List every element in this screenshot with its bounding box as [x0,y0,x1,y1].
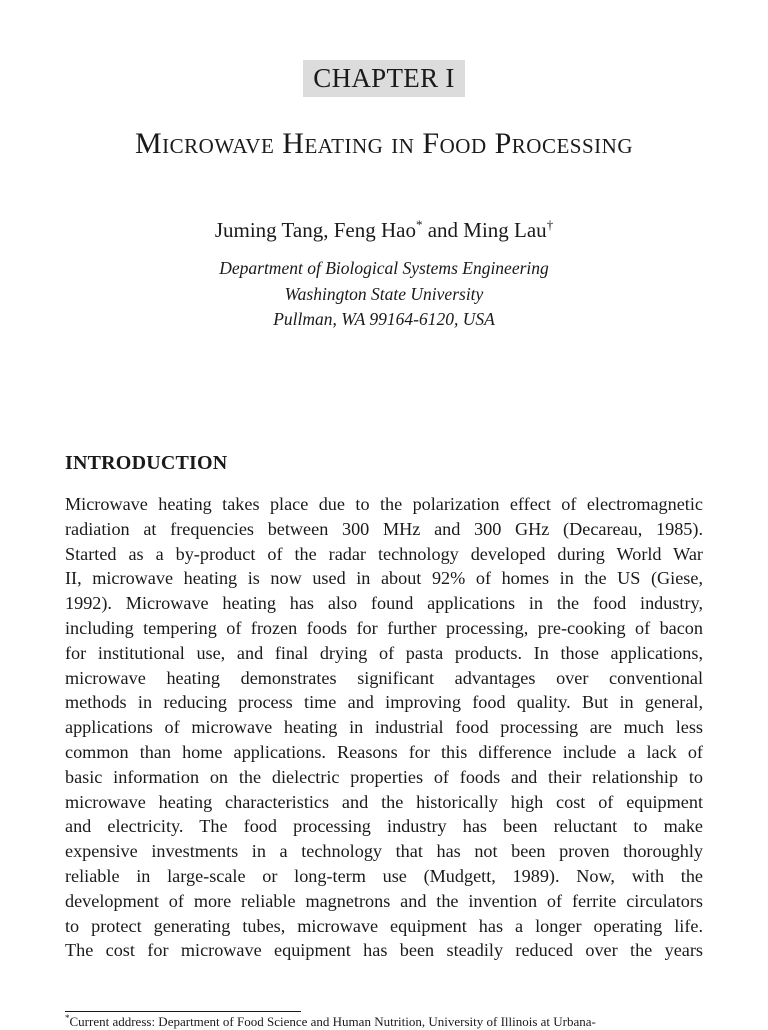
paragraph-line: for institutional use, and final drying of pasta products. In those applications, [65,642,703,663]
paragraph-line: microwave heating characteristics and the historically high cost of equipment [65,791,703,812]
chapter-label: CHAPTER I [303,60,464,97]
paragraph-line: including tempering of frozen foods for further processing, pre-cooking of bacon [65,617,703,638]
author-names-part1: Juming Tang, Feng Hao [214,218,416,242]
paragraph-line: common than home applications. Reasons for this difference include a lack of [65,741,703,762]
section-heading: INTRODUCTION [65,452,228,474]
paragraph-line: development of more reliable magnetrons and the invention of ferrite circulators [65,890,703,911]
paragraph-line: 1992). Microwave heating has also found applications in the food industry, [65,593,703,614]
paragraph-line: microwave heating demonstrates significant advantages over conventional [65,667,703,688]
author-footnote-mark-1: * [415,217,423,232]
affiliation-department: Department of Biological Systems Engineering [219,258,549,278]
paragraph-line: to protect generating tubes, microwave equipment has a longer operating life. [65,915,703,936]
footnote [65,1014,705,1030]
author-line [0,216,768,244]
affiliation-address: Pullman, WA 99164-6120, USA [273,309,495,329]
affiliation-university: Washington State University [284,283,484,304]
body-paragraph [65,492,703,963]
footnote-rule [65,1011,301,1012]
author-names-part2: and Ming Lau [422,218,547,242]
paragraph-line: and electricity. The food processing industry has been reluctant to make [65,816,703,837]
paragraph-line: expensive investments in a technology that has not been proven thoroughly [65,841,703,862]
paragraph-line: radiation at frequencies between 300 MHz and 300 GHz (Decareau, 1985). [65,518,703,539]
chapter-title: Microwave Heating in Food Processing [135,127,633,160]
footnote-text: Current address: Department of Food Science and Human Nutrition, University of Illinois at Urbana- [69,1014,596,1029]
paragraph-line: basic information on the dielectric properties of foods and their relationship to [65,766,703,787]
chapter-heading [0,60,768,97]
footnote-mark: * [65,1014,70,1023]
paragraph-line: II, microwave heating is now used in about 92% of homes in the US (Giese, [65,568,703,589]
paragraph-line: methods in reducing process time and improving food quality. But in general, [65,692,703,713]
paragraph-line: applications of microwave heating in industrial food processing are much less [65,717,703,738]
paragraph-line: Started as a by-product of the radar technology developed during World War [65,543,703,564]
affiliation-block [0,256,768,333]
paragraph-line: Microwave heating takes place due to the polarization effect of electromagnetic [65,494,703,514]
author-footnote-mark-2: † [546,217,554,232]
paragraph-line: The cost for microwave equipment has been steadily reduced over the years [65,940,703,961]
paragraph-line: reliable in large-scale or long-term use (Mudgett, 1989). Now, with the [65,865,703,886]
